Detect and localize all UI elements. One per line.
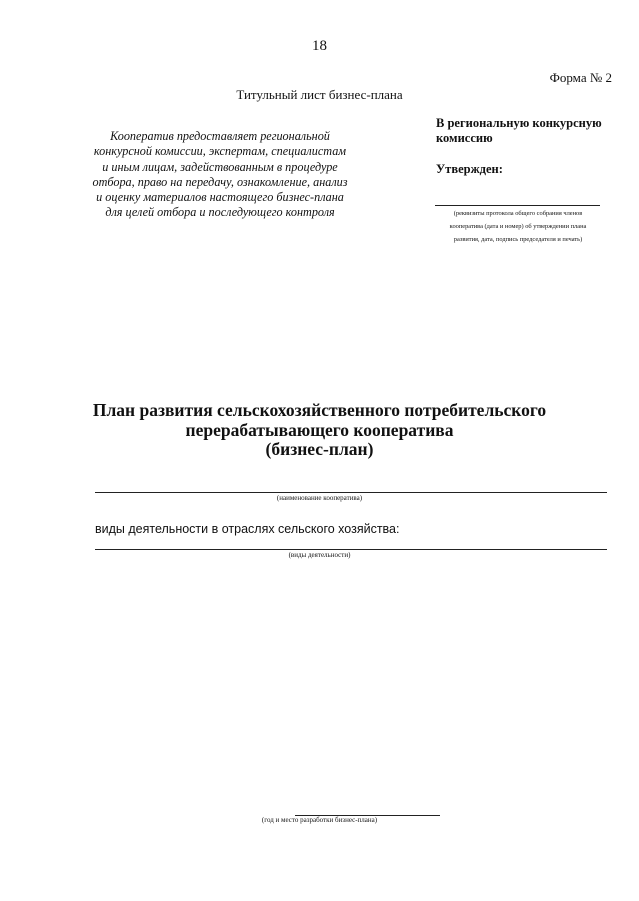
- year-place-caption: (год и место разработки бизнес-плана): [261, 816, 378, 824]
- approval-signature-line: [435, 205, 600, 206]
- coop-name-caption: (наименование кооператива): [276, 494, 363, 502]
- approved-label: Утвержден:: [436, 162, 503, 176]
- page-number: 18: [312, 38, 327, 54]
- consent-note: Кооператив предоставляет региональной конкурсной комиссии, экспертам, специалистам и иным лицам, задействованным в процедуре отбора, право на передачу, ознакомление, анализ и оценку материалов настоящего бизнес-плана для целей отбора и последующего контроля: [92, 129, 348, 220]
- plan-title-line: План развития сельскохозяйственного потребительского: [92, 400, 547, 420]
- approval-caption-line: (реквизиты протокола общего собрания членов: [453, 210, 583, 217]
- approval-caption: [418, 207, 618, 246]
- plan-title: [0, 401, 639, 460]
- approval-caption-line: развития, дата, подпись председателя и печать): [453, 236, 583, 243]
- plan-title-line: перерабатывающего кооператива: [185, 419, 454, 440]
- activity-line: [95, 549, 607, 550]
- plan-title-line: (бизнес-план): [265, 439, 374, 459]
- approval-caption-line: кооператива (дата и номер) об утверждении плана: [449, 223, 587, 230]
- activity-label: виды деятельности в отраслях сельского хозяйства:: [95, 522, 400, 536]
- coop-name-line: [95, 492, 607, 493]
- commission-addressee: В региональную конкурсную комиссию: [436, 116, 602, 145]
- form-number: Форма № 2: [549, 70, 612, 85]
- page-title: Титульный лист бизнес-плана: [236, 87, 403, 102]
- activity-caption: (виды деятельности): [288, 551, 351, 559]
